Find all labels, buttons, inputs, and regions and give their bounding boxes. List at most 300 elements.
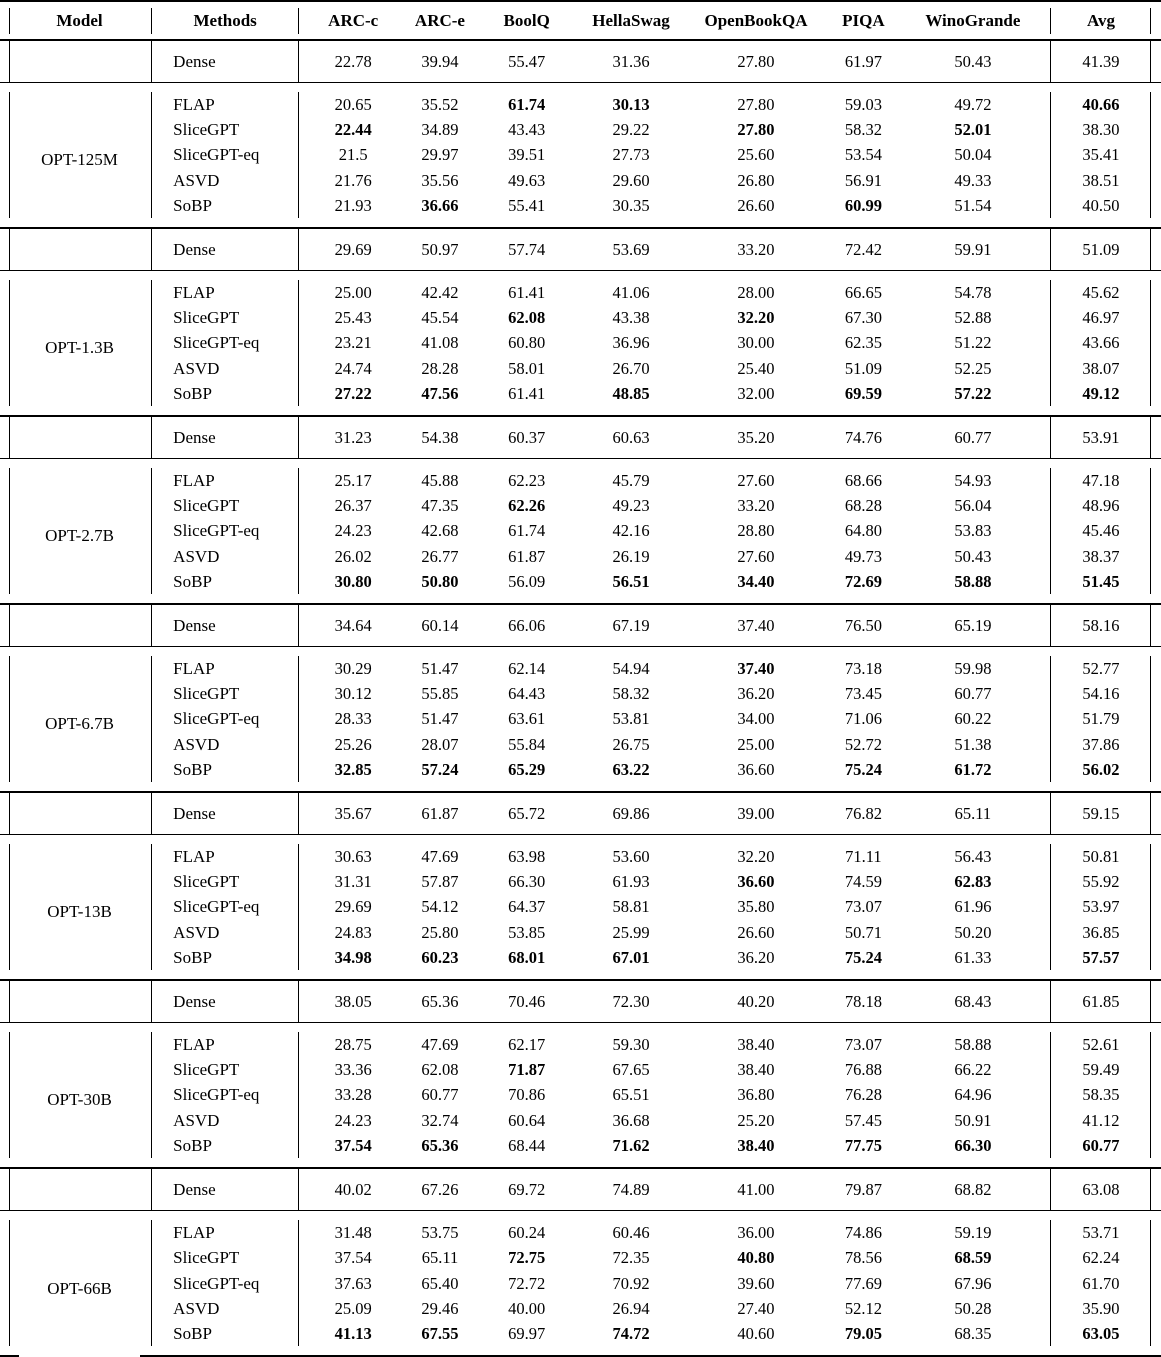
row-model-methods-rule — [140, 459, 163, 494]
header-row — [0, 1, 1161, 40]
cell-arc-c: 30.80 — [334, 571, 372, 591]
method-name-cell: Dense — [163, 40, 287, 83]
row-model-methods-rule — [140, 381, 163, 416]
row-model-methods-rule — [140, 40, 163, 83]
cell-arc-e: 25.80 — [421, 922, 459, 942]
method-name-cell: SoBP — [173, 195, 212, 215]
cell-avg: 63.05 — [1062, 1321, 1141, 1356]
row-methods-data-rule — [287, 894, 310, 919]
table-row — [0, 117, 1161, 142]
table-row — [0, 920, 1161, 945]
cell-openbookqa: 32.20 — [737, 308, 775, 328]
row-right-edge-rule — [1140, 1321, 1161, 1356]
cell-arc-c: 21.93 — [334, 195, 372, 215]
cell-openbookqa: 40.80 — [737, 1248, 775, 1268]
row-avg-rule — [1039, 920, 1062, 945]
cell-piqa: 76.82 — [820, 792, 907, 835]
cell-arc-c: 28.75 — [310, 1023, 397, 1058]
row-model-methods-rule — [140, 604, 163, 647]
table-row — [0, 732, 1161, 757]
cell-openbookqa: 38.40 — [737, 1135, 775, 1155]
cell-arc-c: 40.02 — [310, 1168, 397, 1211]
cell-arc-c: 33.28 — [334, 1085, 372, 1105]
row-avg-rule — [1039, 569, 1062, 604]
cell-avg: 36.85 — [1082, 922, 1120, 942]
row-model-methods-rule — [140, 117, 163, 142]
cell-arc-e: 29.46 — [421, 1298, 459, 1318]
row-model-methods-rule — [140, 544, 163, 569]
cell-openbookqa: 28.80 — [737, 521, 775, 541]
method-name-cell: SliceGPT-eq — [173, 1085, 260, 1105]
row-model-methods-rule — [140, 732, 163, 757]
row-methods-data-rule — [287, 356, 310, 381]
table-row — [0, 1133, 1161, 1168]
cell-piqa: 68.66 — [820, 459, 907, 494]
cell-arc-c: 34.98 — [334, 947, 372, 967]
cell-openbookqa: 26.80 — [737, 170, 775, 190]
cell-hellaswag: 25.99 — [612, 922, 650, 942]
row-methods-data-rule — [287, 869, 310, 894]
cell-hellaswag: 54.94 — [570, 647, 692, 682]
cell-arc-c: 41.13 — [310, 1321, 397, 1356]
row-left-edge-rule — [0, 792, 19, 835]
row-methods-data-rule — [287, 1057, 310, 1082]
row-avg-rule — [1039, 1211, 1062, 1246]
cell-openbookqa: 25.40 — [737, 358, 775, 378]
cell-avg: 49.12 — [1082, 383, 1120, 403]
cell-hellaswag: 26.75 — [612, 734, 650, 754]
row-model-methods-rule — [140, 894, 163, 919]
cell-winogrande: 49.72 — [907, 83, 1039, 118]
cell-avg: 58.16 — [1062, 604, 1141, 647]
table-row — [0, 381, 1161, 416]
row-methods-data-rule — [287, 493, 310, 518]
cell-hellaswag: 53.81 — [612, 709, 650, 729]
header-methods-data-rule — [287, 1, 310, 40]
cell-arc-e: 65.11 — [421, 1248, 459, 1268]
cell-arc-c: 30.29 — [310, 647, 397, 682]
method-name-cell: SliceGPT-eq — [173, 709, 260, 729]
cell-openbookqa: 41.00 — [692, 1168, 820, 1211]
cell-winogrande: 68.35 — [907, 1321, 1039, 1356]
row-left-edge-rule — [0, 228, 19, 271]
row-right-edge-rule — [1140, 356, 1161, 381]
row-avg-rule — [1039, 1133, 1062, 1168]
cell-boolq: 66.06 — [483, 604, 570, 647]
row-model-methods-rule — [140, 271, 163, 306]
cell-arc-e: 60.77 — [421, 1085, 459, 1105]
row-model-methods-rule — [140, 356, 163, 381]
cell-arc-c: 29.69 — [334, 897, 372, 917]
cell-avg: 38.51 — [1082, 170, 1120, 190]
cell-arc-e: 53.75 — [397, 1211, 484, 1246]
row-methods-data-rule — [287, 647, 310, 682]
cell-arc-e: 57.87 — [421, 872, 459, 892]
cell-hellaswag: 31.36 — [570, 40, 692, 83]
cell-arc-c: 35.67 — [310, 792, 397, 835]
cell-boolq: 60.24 — [483, 1211, 570, 1246]
row-avg-rule — [1039, 416, 1062, 459]
cell-boolq: 53.85 — [508, 922, 546, 942]
table-row — [0, 1271, 1161, 1296]
cell-avg: 38.30 — [1082, 120, 1120, 140]
row-avg-rule — [1039, 732, 1062, 757]
row-avg-rule — [1039, 459, 1062, 494]
row-left-edge-rule — [0, 381, 19, 416]
row-avg-rule — [1039, 1271, 1062, 1296]
cell-openbookqa: 40.20 — [692, 980, 820, 1023]
table-row — [0, 271, 1161, 306]
cell-winogrande: 60.77 — [954, 684, 992, 704]
cell-avg: 37.86 — [1082, 734, 1120, 754]
cell-piqa: 78.18 — [820, 980, 907, 1023]
cell-winogrande: 61.72 — [954, 759, 992, 779]
cell-piqa: 62.35 — [844, 333, 882, 353]
row-left-edge-rule — [0, 330, 19, 355]
cell-winogrande: 54.78 — [907, 271, 1039, 306]
table-row — [0, 459, 1161, 494]
row-left-edge-rule — [0, 894, 19, 919]
row-model-methods-rule — [140, 1168, 163, 1211]
row-right-edge-rule — [1140, 305, 1161, 330]
cell-arc-c: 24.74 — [334, 358, 372, 378]
cell-hellaswag: 72.35 — [612, 1248, 650, 1268]
cell-hellaswag: 26.19 — [612, 546, 650, 566]
cell-openbookqa: 32.20 — [692, 835, 820, 870]
cell-avg: 38.37 — [1082, 546, 1120, 566]
row-avg-rule — [1039, 706, 1062, 731]
cell-arc-e: 28.07 — [421, 734, 459, 754]
cell-hellaswag: 61.93 — [612, 872, 650, 892]
cell-arc-e: 57.24 — [421, 759, 459, 779]
row-right-edge-rule — [1140, 706, 1161, 731]
method-name-cell: FLAP — [163, 835, 287, 870]
row-model-methods-rule — [140, 416, 163, 459]
row-methods-data-rule — [287, 168, 310, 193]
row-right-edge-rule — [1140, 1108, 1161, 1133]
row-avg-rule — [1039, 647, 1062, 682]
cell-winogrande: 67.96 — [954, 1273, 992, 1293]
row-left-edge-rule — [0, 732, 19, 757]
cell-hellaswag: 27.73 — [612, 145, 650, 165]
cell-boolq: 62.23 — [483, 459, 570, 494]
cell-arc-e: 50.97 — [397, 228, 484, 271]
row-avg-rule — [1039, 544, 1062, 569]
row-right-edge-rule — [1140, 228, 1161, 271]
column-header-avg: Avg — [1062, 1, 1141, 40]
cell-arc-c: 21.76 — [334, 170, 372, 190]
cell-hellaswag: 36.96 — [612, 333, 650, 353]
cell-piqa: 75.24 — [844, 759, 882, 779]
cell-arc-c: 28.33 — [334, 709, 372, 729]
cell-piqa: 73.07 — [820, 1023, 907, 1058]
cell-arc-c: 24.83 — [334, 922, 372, 942]
row-left-edge-rule — [0, 416, 19, 459]
row-model-methods-rule — [140, 142, 163, 167]
column-header-methods: Methods — [163, 1, 287, 40]
cell-hellaswag: 67.01 — [612, 947, 650, 967]
cell-piqa: 69.59 — [844, 383, 882, 403]
row-right-edge-rule — [1140, 894, 1161, 919]
cell-piqa: 49.73 — [844, 546, 882, 566]
cell-openbookqa: 27.80 — [737, 120, 775, 140]
row-left-edge-rule — [0, 604, 19, 647]
cell-boolq: 71.87 — [508, 1060, 546, 1080]
cell-openbookqa: 37.40 — [692, 647, 820, 682]
cell-arc-e: 67.26 — [397, 1168, 484, 1211]
cell-boolq: 65.72 — [483, 792, 570, 835]
cell-winogrande: 50.20 — [954, 922, 992, 942]
method-name-cell: SliceGPT-eq — [173, 521, 260, 541]
cell-avg: 47.18 — [1062, 459, 1141, 494]
cell-arc-c: 37.54 — [334, 1248, 372, 1268]
cell-boolq: 64.37 — [508, 897, 546, 917]
cell-arc-c: 30.12 — [334, 684, 372, 704]
cell-openbookqa: 27.60 — [692, 459, 820, 494]
cell-arc-c: 32.85 — [334, 759, 372, 779]
cell-winogrande: 50.43 — [954, 546, 992, 566]
cell-piqa: 68.28 — [844, 496, 882, 516]
cell-hellaswag: 59.30 — [570, 1023, 692, 1058]
cell-boolq: 62.08 — [508, 308, 546, 328]
cell-arc-c: 25.26 — [334, 734, 372, 754]
cell-avg: 53.97 — [1082, 897, 1120, 917]
row-left-edge-rule — [0, 83, 19, 118]
cell-winogrande: 52.01 — [954, 120, 992, 140]
cell-winogrande: 58.88 — [907, 1023, 1039, 1058]
row-right-edge-rule — [1140, 117, 1161, 142]
row-methods-data-rule — [287, 920, 310, 945]
cell-avg: 35.90 — [1082, 1298, 1120, 1318]
cell-avg: 51.45 — [1082, 571, 1120, 591]
cell-boolq: 68.44 — [508, 1135, 546, 1155]
cell-piqa: 53.54 — [844, 145, 882, 165]
cell-boolq: 69.97 — [483, 1321, 570, 1356]
table-row — [0, 792, 1161, 835]
cell-arc-e: 32.74 — [421, 1110, 459, 1130]
row-model-methods-rule — [140, 1271, 163, 1296]
cell-boolq: 61.87 — [508, 546, 546, 566]
cell-avg: 59.15 — [1062, 792, 1141, 835]
cell-hellaswag: 41.06 — [570, 271, 692, 306]
row-methods-data-rule — [287, 1108, 310, 1133]
method-name-cell: SliceGPT-eq — [173, 333, 260, 353]
cell-arc-e: 61.87 — [397, 792, 484, 835]
row-left-edge-rule — [0, 980, 19, 1023]
row-right-edge-rule — [1140, 647, 1161, 682]
cell-boolq: 39.51 — [508, 145, 546, 165]
row-model-methods-rule — [140, 1057, 163, 1082]
row-model-methods-rule — [140, 792, 163, 835]
row-model-methods-rule — [140, 1321, 163, 1356]
row-avg-rule — [1039, 757, 1062, 792]
cell-piqa: 79.05 — [820, 1321, 907, 1356]
cell-piqa: 76.50 — [820, 604, 907, 647]
cell-boolq: 40.00 — [508, 1298, 546, 1318]
cell-avg: 51.79 — [1082, 709, 1120, 729]
cell-hellaswag: 58.32 — [612, 684, 650, 704]
row-left-edge-rule — [0, 1057, 19, 1082]
cell-avg: 40.66 — [1062, 83, 1141, 118]
cell-arc-e: 35.56 — [421, 170, 459, 190]
cell-openbookqa: 30.00 — [737, 333, 775, 353]
cell-openbookqa: 36.20 — [737, 947, 775, 967]
row-avg-rule — [1039, 1023, 1062, 1058]
row-left-edge-rule — [0, 1271, 19, 1296]
method-name-cell: ASVD — [173, 1298, 220, 1318]
cell-arc-c: 21.5 — [338, 145, 368, 165]
row-left-edge-rule — [0, 706, 19, 731]
row-left-edge-rule — [0, 356, 19, 381]
row-model-methods-rule — [140, 1023, 163, 1058]
method-name-cell: Dense — [163, 1168, 287, 1211]
cell-winogrande: 64.96 — [954, 1085, 992, 1105]
table-header — [0, 1, 1161, 40]
cell-openbookqa: 39.60 — [737, 1273, 775, 1293]
cell-winogrande: 57.22 — [954, 383, 992, 403]
cell-avg: 41.12 — [1082, 1110, 1120, 1130]
row-avg-rule — [1039, 168, 1062, 193]
model-name-cell: OPT-2.7B — [19, 459, 141, 605]
cell-piqa: 73.45 — [844, 684, 882, 704]
method-name-cell: SoBP — [173, 383, 212, 403]
cell-arc-c: 27.22 — [334, 383, 372, 403]
cell-avg: 53.71 — [1062, 1211, 1141, 1246]
cell-arc-c: 25.00 — [310, 271, 397, 306]
row-methods-data-rule — [287, 459, 310, 494]
row-model-methods-rule — [140, 980, 163, 1023]
row-avg-rule — [1039, 228, 1062, 271]
row-methods-data-rule — [287, 945, 310, 980]
row-right-edge-rule — [1140, 980, 1161, 1023]
cell-hellaswag: 36.68 — [612, 1110, 650, 1130]
cell-boolq: 66.30 — [508, 872, 546, 892]
column-header-boolq: BoolQ — [483, 1, 570, 40]
model-name-cell: OPT-66B — [19, 1211, 141, 1357]
cell-winogrande: 62.83 — [954, 872, 992, 892]
table-body — [0, 40, 1161, 1356]
cell-boolq: 60.37 — [483, 416, 570, 459]
cell-openbookqa: 28.00 — [692, 271, 820, 306]
table-row — [0, 604, 1161, 647]
model-name-cell-spacer — [19, 604, 141, 647]
method-name-cell: SliceGPT-eq — [173, 897, 260, 917]
table-row — [0, 1168, 1161, 1211]
row-model-methods-rule — [140, 1133, 163, 1168]
model-name-cell-spacer — [19, 1168, 141, 1211]
cell-arc-c: 23.21 — [334, 333, 372, 353]
method-name-cell: Dense — [163, 980, 287, 1023]
table-row — [0, 869, 1161, 894]
cell-openbookqa: 26.60 — [737, 195, 775, 215]
table-row — [0, 518, 1161, 543]
cell-arc-e: 26.77 — [421, 546, 459, 566]
cell-piqa: 76.28 — [844, 1085, 882, 1105]
column-header-piqa: PIQA — [820, 1, 907, 40]
cell-avg: 43.66 — [1082, 333, 1120, 353]
cell-piqa: 75.24 — [844, 947, 882, 967]
cell-arc-c: 37.63 — [334, 1273, 372, 1293]
cell-hellaswag: 70.92 — [612, 1273, 650, 1293]
row-model-methods-rule — [140, 305, 163, 330]
cell-boolq: 60.80 — [508, 333, 546, 353]
row-model-methods-rule — [140, 493, 163, 518]
cell-hellaswag: 58.81 — [612, 897, 650, 917]
cell-boolq: 55.47 — [483, 40, 570, 83]
cell-winogrande: 60.22 — [954, 709, 992, 729]
cell-piqa: 77.69 — [844, 1273, 882, 1293]
cell-arc-c: 24.23 — [334, 1110, 372, 1130]
row-left-edge-rule — [0, 920, 19, 945]
cell-boolq: 55.41 — [508, 195, 546, 215]
cell-winogrande: 65.19 — [907, 604, 1039, 647]
table-row — [0, 40, 1161, 83]
row-methods-data-rule — [287, 142, 310, 167]
row-model-methods-rule — [140, 681, 163, 706]
table-row — [0, 569, 1161, 604]
row-avg-rule — [1039, 1168, 1062, 1211]
cell-openbookqa: 36.60 — [737, 759, 775, 779]
cell-winogrande: 59.98 — [907, 647, 1039, 682]
cell-arc-c: 24.23 — [334, 521, 372, 541]
model-name-cell-spacer — [19, 792, 141, 835]
cell-openbookqa: 34.40 — [737, 571, 775, 591]
cell-boolq: 43.43 — [508, 120, 546, 140]
cell-boolq: 61.41 — [483, 271, 570, 306]
table-row — [0, 945, 1161, 980]
table-row — [0, 894, 1161, 919]
row-model-methods-rule — [140, 920, 163, 945]
row-right-edge-rule — [1140, 1168, 1161, 1211]
cell-hellaswag: 67.19 — [570, 604, 692, 647]
table-row — [0, 706, 1161, 731]
row-left-edge-rule — [0, 271, 19, 306]
method-name-cell: FLAP — [163, 1023, 287, 1058]
cell-openbookqa: 38.40 — [692, 1023, 820, 1058]
cell-avg: 46.97 — [1082, 308, 1120, 328]
method-name-cell: SoBP — [173, 759, 212, 779]
cell-winogrande: 56.43 — [907, 835, 1039, 870]
cell-hellaswag: 30.35 — [612, 195, 650, 215]
cell-hellaswag: 53.69 — [570, 228, 692, 271]
cell-boolq: 64.43 — [508, 684, 546, 704]
method-name-cell: FLAP — [163, 271, 287, 306]
method-name-cell: SliceGPT — [173, 120, 240, 140]
row-avg-rule — [1039, 40, 1062, 83]
cell-avg: 58.35 — [1082, 1085, 1120, 1105]
row-methods-data-rule — [287, 271, 310, 306]
method-name-cell: ASVD — [173, 358, 220, 378]
cell-arc-e: 50.80 — [421, 571, 459, 591]
row-model-methods-rule — [140, 757, 163, 792]
method-name-cell: ASVD — [173, 734, 220, 754]
row-right-edge-rule — [1140, 945, 1161, 980]
cell-piqa: 67.30 — [844, 308, 882, 328]
cell-avg: 53.91 — [1062, 416, 1141, 459]
table-row — [0, 1296, 1161, 1321]
cell-hellaswag: 45.79 — [570, 459, 692, 494]
cell-arc-c: 31.23 — [310, 416, 397, 459]
cell-winogrande: 68.82 — [907, 1168, 1039, 1211]
cell-piqa: 50.71 — [844, 922, 882, 942]
row-model-methods-rule — [140, 945, 163, 980]
cell-boolq: 72.72 — [508, 1273, 546, 1293]
row-right-edge-rule — [1140, 1211, 1161, 1246]
cell-winogrande: 68.43 — [907, 980, 1039, 1023]
cell-openbookqa: 37.40 — [692, 604, 820, 647]
row-avg-rule — [1039, 142, 1062, 167]
cell-piqa: 78.56 — [844, 1248, 882, 1268]
